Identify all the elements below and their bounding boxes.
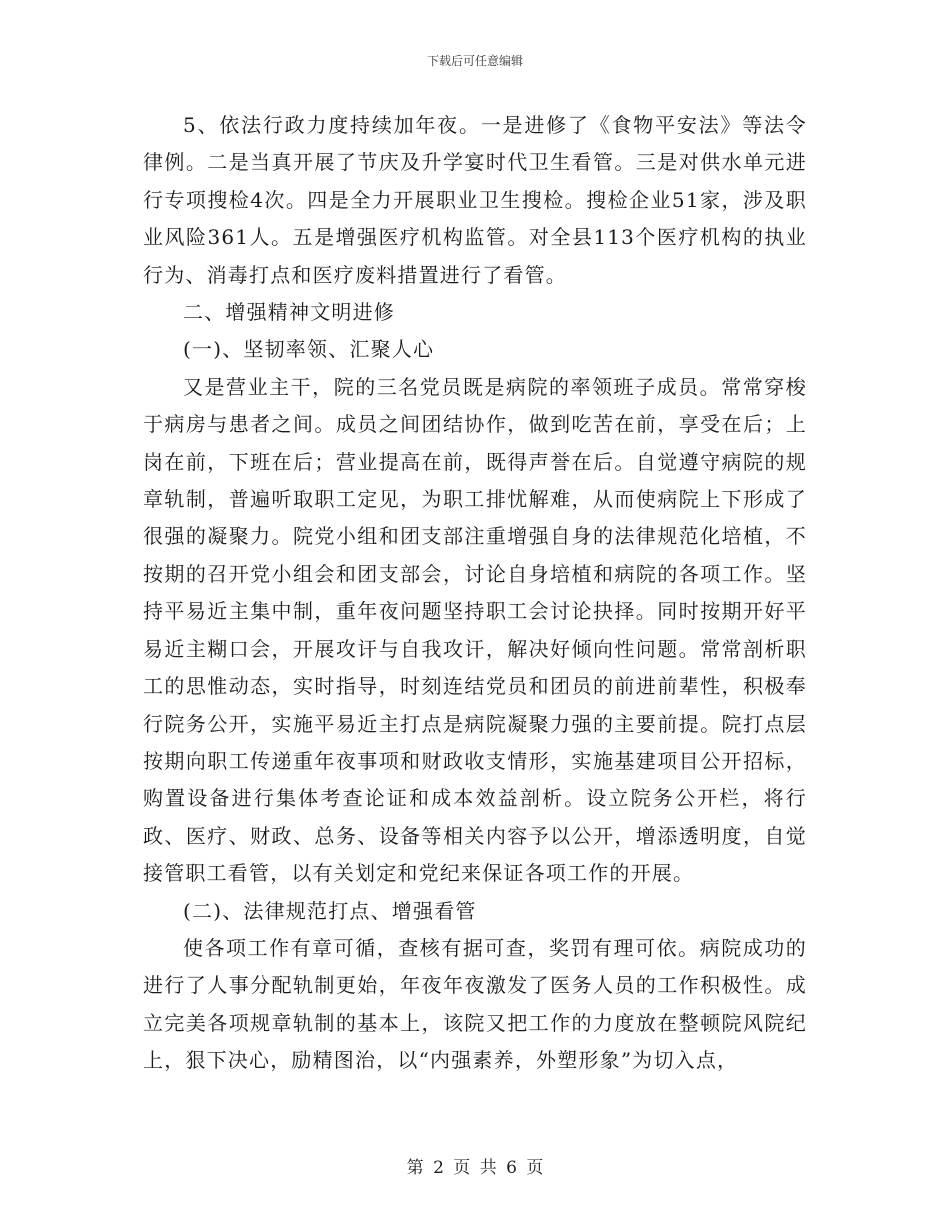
subsection-heading-2: (二)、法律规范打点、增强看管 <box>183 898 477 923</box>
subsection-heading-1: (一)、坚韧率领、汇聚人心 <box>183 337 435 362</box>
paragraph-3: 使各项工作有章可循，查核有据可查，奖罚有理可依。病院成功的进行了人事分配轨制更始，年夜年夜激发了医务人员的工作积极性。成立完美各项规章轨制的基本上，该院又把工作的力度放在整顿院风院纪上，狠下决心，励精图治，以“内强素养，外塑形象”为切入点， <box>143 935 807 1073</box>
paragraph-2: 又是营业主干，院的三名党员既是病院的率领班子成员。常常穿梭于病房与患者之间。成员之间团结协作，做到吃苦在前，享受在后；上岗在前，下班在后；营业提高在前，既得声誉在后。自觉遵守病院的规章轨制，普遍听取职工定见，为职工排忧解难，从而使病院上下形成了很强的凝聚力。院党小组和团支部注重增强自身的法律规范化培植，不按期的召开党小组会和团支部会，讨论自身培植和病院的各项工作。坚持平易近主集中制，重年夜问题坚持职工会讨论抉择。同时按期开好平易近主糊口会，开展攻讦与自我攻讦，解决好倾向性问题。常常剖析职工的思惟动态，实时指导，时刻连结党员和团员的前进前辈性，积极奉行院务公开，实施平易近主打点是病院凝聚力强的主要前提。院打点层按期向职工传递重年夜事项和财政收支情形，实施基建项目公开招标，购置设备进行集体考查论证和成本效益剖析。设立院务公开栏，将行政、医疗、财政、总务、设备等相关内容予以公开，增添透明度，自觉接管职工看管，以有关划定和党纪来保证各项工作的开展。 <box>143 374 807 886</box>
body-text <box>143 107 807 1080</box>
section-heading-2: 二、增强精神文明进修 <box>183 300 395 325</box>
page-number-footer: 第 2 页 共 6 页 <box>406 1158 544 1178</box>
header-note: 下载后可任意编辑 <box>426 54 523 68</box>
paragraph-1: 5、依法行政力度持续加年夜。一是进修了《食物平安法》等法令律例。二是当真开展了节庆及升学宴时代卫生看管。三是对供水单元进行专项搜检4次。四是全力开展职业卫生搜检。搜检企业51家，涉及职业风险361人。五是增强医疗机构监管。对全县113个医疗机构的执业行为、消毒打点和医疗废料措置进行了看管。 <box>143 113 807 287</box>
